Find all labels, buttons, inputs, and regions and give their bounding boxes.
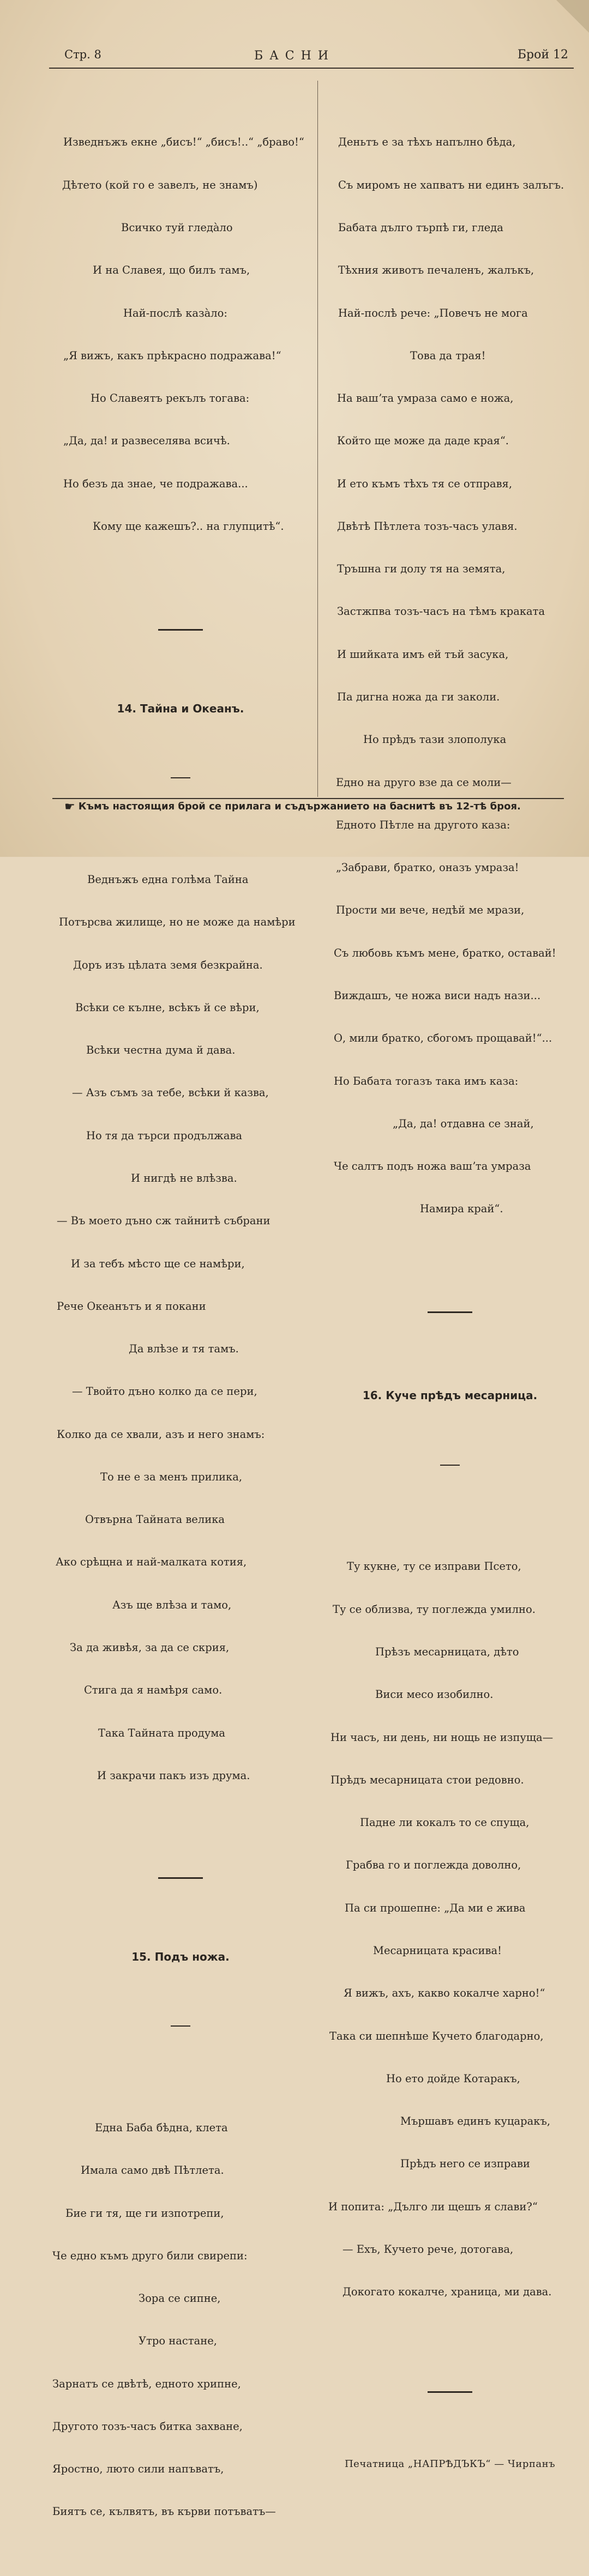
fable-16-text [327, 1531, 573, 2327]
verse-line: И нигдѣ не влѣзва. [131, 1171, 237, 1184]
verse-line: Стига да я намѣря само. [84, 1684, 223, 1697]
verse-line: Всѣки честна дума й дава. [86, 1044, 236, 1057]
verse-line: Ни часъ, ни день, ни нощь не изпуща— [330, 1731, 554, 1744]
verse-line: Месарницата красива! [373, 1944, 502, 1957]
fable-16-title: 16. Куче прѣдъ месарница. [362, 1389, 538, 1402]
verse-line: Това да трая! [410, 349, 486, 362]
footer-note [64, 800, 521, 814]
verse-line: Прѣдъ него се изправи [400, 2157, 530, 2170]
verse-line: „Да, да! отдавна се знай, [393, 1117, 534, 1130]
verse-line: Грабва го и поглежда доволно, [346, 1859, 521, 1872]
verse-line: Но Славеятъ рекълъ тогава: [91, 392, 250, 405]
verse-line: Двѣтѣ Пѣтлета тозъ-часъ улавя. [337, 519, 518, 533]
section-divider [428, 2391, 472, 2393]
verse-line: Докогато кокалче, храница, ми дава. [342, 2285, 552, 2299]
verse-line: Тѣхния животъ печаленъ, жалъкъ, [338, 264, 534, 277]
column-separator [317, 81, 318, 797]
title-underline [440, 1465, 460, 1466]
verse-line: Но прѣдъ тази злополука [363, 733, 507, 746]
verse-line: Зора се сипне, [139, 2292, 221, 2305]
verse-line: — Твойто дъно колко да се пери, [72, 1385, 257, 1398]
page-number: Стр. 8 [64, 48, 101, 61]
verse-line: Съ любовь къмъ мене, братко, оставай! [334, 946, 556, 959]
verse-line: Да влѣзе и тя тамъ. [129, 1343, 239, 1356]
verse-line: Но Бабата тогазъ така имъ каза: [334, 1074, 519, 1087]
verse-line: Па дигна ножа да ги заколи. [337, 691, 500, 704]
verse-line: Дѣтето (кой го е завелъ, не знамъ) [62, 178, 258, 191]
left-column [52, 78, 309, 2576]
verse-line: „Забрави, братко, оназъ умраза! [336, 861, 519, 874]
footer-note-text: Къмъ настоящия брой се прилага и съдържанието на баснитѣ въ 12-тѣ броя. [78, 801, 521, 812]
verse-line: Едното Пѣтле на другото каза: [336, 818, 510, 831]
verse-line: И шийката имъ ей тъй засука, [337, 648, 509, 661]
verse-line: Зарнатъ се двѣтѣ, едното хрипне, [52, 2377, 241, 2390]
verse-line: Но ето дойде Котаракъ, [386, 2072, 520, 2085]
verse-line: Виждашъ, че ножа виси надъ нази... [334, 989, 541, 1002]
verse-line: Деньтъ е за тѣхъ напълно бѣда, [338, 136, 516, 149]
verse-line: Който ще може да даде края“. [337, 434, 509, 448]
fable-14-title: 14. Тайна и Океанъ. [117, 702, 244, 715]
verse-line: Ако срѣщна и най-малката котия, [56, 1556, 247, 1569]
verse-line: И на Славея, що билъ тамъ, [93, 264, 250, 277]
verse-line: Другото тозъ-часъ битка захване, [52, 2420, 243, 2433]
verse-line: Азъ ще влѣза и тамо, [112, 1598, 232, 1611]
verse-line: Така Тайната продума [98, 1726, 226, 1739]
verse-line: Доръ изъ цѣлата земя безкрайна. [73, 958, 263, 971]
publication-title: БАСНИ [254, 49, 335, 63]
verse-line: Тръшна ги долу тя на земята, [337, 563, 506, 576]
verse-line: И попита: „Дълго ли щешъ я слави?“ [328, 2200, 538, 2213]
verse-line: Отвърна Тайната велика [85, 1513, 225, 1526]
verse-line: То не е за менъ прилика, [100, 1470, 243, 1483]
verse-line: О, мили братко, сбогомъ прощавай!“... [334, 1032, 552, 1045]
verse-line: Намира край“. [420, 1202, 503, 1216]
footer-rule [52, 798, 564, 799]
section-divider [428, 1311, 472, 1313]
verse-line: Прѣдъ месарницата стои редовно. [330, 1773, 524, 1786]
verse-line: Потърсва жилище, но не може да намѣри [59, 916, 296, 929]
verse-line: „Да, да! и развеселява всичѣ. [63, 434, 230, 448]
verse-line: Най-послѣ казàло: [123, 306, 227, 319]
verse-line: Утро настане, [139, 2335, 217, 2348]
verse-line: И ето къмъ тѣхъ тя се отправя, [337, 477, 513, 490]
folded-corner [556, 0, 589, 33]
pointing-hand-icon: ☛ [64, 800, 75, 814]
section-divider [158, 629, 203, 631]
fable-14-text [52, 844, 309, 1811]
verse-line: Застжпва тозъ-часъ на тѣмъ краката [337, 605, 545, 618]
verse-line: Че салтъ подъ ножа вашʼта умраза [334, 1160, 531, 1173]
verse-line: Но безъ да знае, че подражава... [63, 477, 248, 490]
verse-line: На вашʼта умраза само е ножа, [337, 392, 514, 405]
right-column [327, 78, 573, 2500]
fable-15-continued [327, 107, 573, 1245]
verse-line: Бабата дълго търпѣ ги, гледа [338, 221, 503, 234]
verse-line: Бие ги тя, ще ги изпотрепи, [65, 2206, 224, 2220]
fable-15-title: 15. Подъ ножа. [131, 1950, 230, 1963]
issue-number: Брой 12 [517, 48, 568, 62]
verse-line: Биятъ се, кълвятъ, въ кърви потъватъ— [52, 2505, 276, 2518]
verse-line: Една Баба бѣдна, клета [95, 2121, 228, 2134]
verse-line: Така си шепнѣше Кучето благодарно, [329, 2029, 544, 2042]
verse-line: Прѣзъ месарницата, дѣто [375, 1646, 519, 1659]
verse-line: Па си прошепне: „Да ми е жива [345, 1901, 526, 1914]
verse-line: Рече Океанътъ и я покани [57, 1299, 206, 1313]
verse-line: Веднъжъ една голѣма Тайна [87, 873, 249, 886]
verse-line: Изведнъжъ екне „бисъ!“ „бисъ!..“ „браво!“ [63, 136, 304, 149]
verse-line: И за тебъ мѣсто ще се намѣри, [71, 1257, 245, 1270]
verse-line: Но тя да търси продължава [86, 1129, 243, 1142]
verse-line: Имала само двѣ Пѣтлета. [81, 2164, 224, 2177]
verse-line: — Азъ съмъ за тебе, всѣки й казва, [72, 1086, 269, 1099]
verse-line: Прости ми вече, недѣй ме мрази, [336, 904, 525, 917]
verse-line: Колко да се хвали, азъ и него знамъ: [57, 1428, 265, 1441]
title-underline [171, 2025, 190, 2027]
section-divider [158, 1877, 203, 1879]
printer-imprint: Печатница „НАПРѢДЪКЪ“ — Чирпанъ [344, 2458, 556, 2470]
title-underline [171, 777, 190, 778]
verse-line: Мършавъ единъ куцаракъ, [400, 2115, 551, 2128]
verse-line: Яростно, люто сили напъватъ, [52, 2463, 224, 2476]
verse-line: Всѣки се кълне, всѣкъ й се вѣри, [75, 1001, 260, 1014]
verse-line: Падне ли кокалъ то се спуща, [360, 1816, 530, 1829]
verse-line: Кому ще кажешъ?.. на глупцитѣ“. [93, 519, 284, 533]
verse-line: Ту кукне, ту се изправи Псето, [347, 1560, 521, 1573]
verse-line: Че едно къмъ друго били свирепи: [52, 2249, 248, 2262]
verse-line: За да живѣя, за да се скрия, [70, 1641, 230, 1654]
verse-line: Ту се облизва, ту поглежда умилно. [333, 1603, 536, 1616]
verse-line: И закрачи пакъ изъ друма. [97, 1769, 250, 1782]
verse-line: Съ миромъ не хапватъ ни единъ залъгъ. [338, 178, 564, 191]
fable-15-text [52, 2093, 309, 2548]
verse-line: Я вижъ, ахъ, какво кокалче харно!“ [344, 1987, 545, 2000]
verse-line: „Я вижъ, какъ прѣкрасно подражава!“ [63, 349, 281, 362]
fable-13-end [52, 107, 309, 562]
verse-line: — Въ моето дъно сж тайнитѣ събрани [57, 1214, 271, 1227]
verse-line: Виси месо изобилно. [375, 1688, 494, 1701]
verse-line: Най-послѣ рече: „Повечъ не мога [338, 306, 528, 319]
verse-line: Едно на друго взе да се моли— [336, 776, 512, 789]
verse-line: Всичко туй гледàло [121, 221, 233, 234]
header-rule [49, 68, 574, 69]
verse-line: — Ехъ, Кучето рече, дотогава, [342, 2242, 514, 2255]
